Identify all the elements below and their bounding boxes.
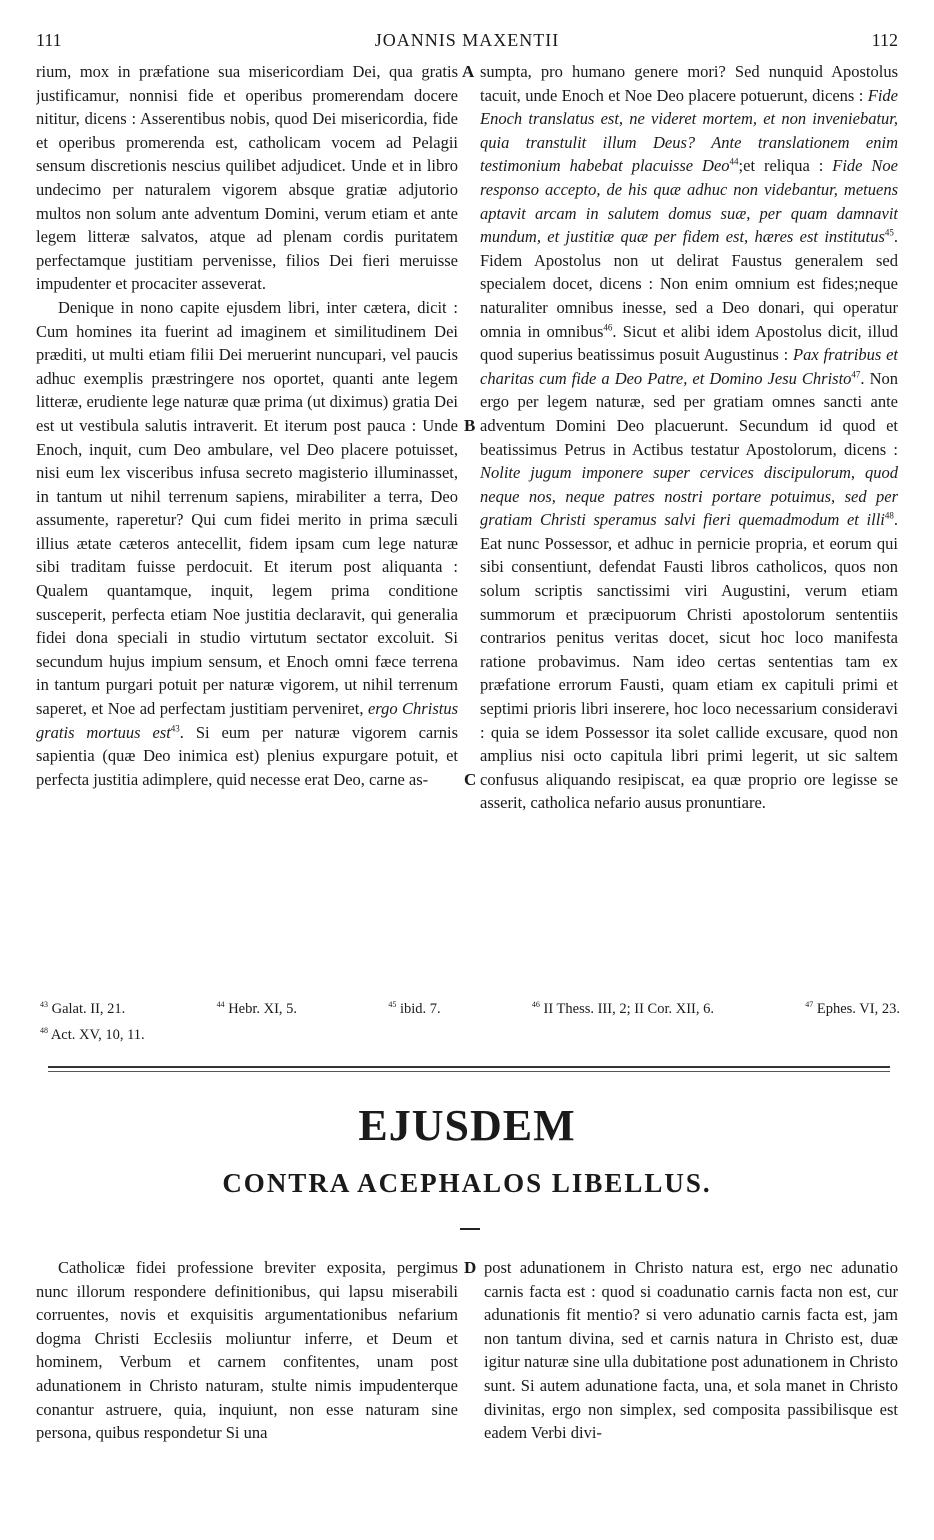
- margin-marker-d: D: [464, 1258, 477, 1277]
- column-bottom-right: [484, 1256, 898, 1506]
- footnote: $^{44}$ Hebr. XI, 5.: [216, 1000, 298, 1017]
- running-title: JOANNIS MAXENTII: [374, 30, 560, 50]
- paragraph: [480, 60, 898, 815]
- italic-quote: Pax fratribus et charitas cum fide a Deo Patre, et Domino Jesu Christo: [480, 345, 898, 388]
- text-run: . Eat nunc Possessor, et adhuc in pernicie propria, et eorum qui sibi consentiunt, defendat Fausti libros catholicos, quos non solum scriptis sanctissimi viri Augustini, verum etiam summorum et præcipuorum Christi apostolorum sententiis contrarios penitus veritas docet, sicut hoc loco manifesta ratione probavimus. Nam ideo certas sententias tam ex præfatione errorum Fausti, quam etiam ex capituli primi et septimi prioris libri inserere, hoc loco necessarium consideravi : quia se idem Possessor ita solet callide excusare, quod non amplius nisi octo capitula libri primi legerit, ut sic saltem confusus aliquando resipiscat, ea quæ proprio ore legisse se asserit, catholica nefario ausus pronuntiare.: [480, 510, 898, 813]
- footnote: $^{47}$ Ephes. VI, 23.: [805, 1000, 900, 1017]
- page-number-right: 112: [871, 30, 898, 50]
- italic-quote: Fide Noe responso accepto, de his quæ adhuc non videbantur, metuens aptavit arcam in salutem domus suæ, per quam damnavit mundum, et justitiæ quæ per fidem est, hæres est institutus: [480, 156, 898, 247]
- page-number-left: 111: [36, 30, 62, 50]
- paragraph: [36, 296, 458, 791]
- footnote-ref: 43: [170, 723, 180, 734]
- text-run: . Non ergo per legem naturæ, sed per gratiam omnes sancti ante adventum Domini Deo placuerunt. Secundum id quod et beatissimus Petrus in Actibus testatur Apostolorum, dicens :: [480, 368, 898, 459]
- text-run: ;et reliqua :: [738, 156, 833, 176]
- text-run: Denique in nono capite ejusdem libri, inter cætera, dicit : Cum homines ita fuerint ad imaginem et similitudinem Dei præditi, ut multi etiam filii Dei meruerint nuncupari, vel paucis adhuc exemplis præstringere nos oportet, quanti ante legem litteræ, erudiente lege naturæ quæ prima (ut diximus) gratia Dei est ut vestibula salutis intraverit. Et iterum post pauca : Unde Enoch, inquit, cum Deo ambulare, vel Deo placere potuisset, nisi eum lex visceribus infusa secreto magisterio illuminasset, in tantum ut nihil terrenum sapiens, mirabiliter a terra, Deo assumente, raperetur? Qui cum fidei merito in prima sæculi illius ætate cæteros antecellit, fidem ipsam cum lege naturæ sibi traditam fuisse perdocuit. Et iterum post aliquanta : Qualem quantamque, inquit, legem prima conditione susceperit, perfecta etiam Noe justitia declaravit, qui generalia fidei dona speciali in studio virtutum sectator excoluit. Si secundum hujus impium sensum, et Enoch omni fæce terrena in tantum purgari potuit per naturæ vigorem, ut nihil terrenum saperet, et Noe ad perfectam justitiam perveniret,: [36, 297, 458, 719]
- italic-quote: Nolite jugum imponere super cervices discipulorum, quod neque nos, neque patres nostri portare potuimus, sed per gratiam Christi speramus salvi fieri quemadmodum et illi: [480, 463, 898, 530]
- footnote: $^{46}$ II Thess. III, 2; II Cor. XII, 6.: [531, 1000, 714, 1017]
- paragraph: post adunationem in Christo natura est, ergo nec adunatio carnis facta est : quod si coadunatio carnis facta non est, cur adunationis fit mentio? si vero adunatio carnis facta est, jam non tantum divina, sed et carnis natura in Christo est, duæ igitur naturæ sine ulla dubitatione post adunationem in Christo sunt. Si autem adunatione facta, una, et sola manet in Christo divinitas, ergo non simplex, sed composita passibilisque est eadem Verbi divi-: [484, 1258, 898, 1443]
- section-divider-thin: [48, 1071, 890, 1072]
- footnotes-row: [40, 994, 900, 1020]
- footnote: $^{48}$ Act. XV, 10, 11.: [40, 1025, 145, 1043]
- italic-quote: Fide Enoch translatus est, ne videret mortem, et non inveniebatur, quia transtulit illum Deus? Ante translationem enim testimonium habebat placuisse Deo: [480, 85, 898, 176]
- text-run: . Sicut et alibi idem Apostolus dicit, illud quod superius beatissimus posuit Augustinus :: [480, 321, 898, 365]
- column-top-left: [36, 60, 458, 980]
- paragraph: Catholicæ fidei professione breviter exposita, pergimus nunc illorum respondere definitionibus, qui lapsu miserabili corruentes, novis et exquisitis argumentationibus nefarium dogma Christi Ecclesiis moliuntur inferre, et Deum et hominem, Verbum et carnem confitentes, unam post adunationem in Christo naturam, stulte nimis impudenterque conantur astruere, quia, inquiunt, non esse naturam sine persona, quibus respondetur Si una: [36, 1258, 458, 1443]
- section-subtitle: CONTRA ACEPHALOS LIBELLUS.: [222, 1168, 712, 1198]
- footnote-ref: 47: [851, 369, 861, 380]
- footnote-ref: 45: [884, 227, 894, 238]
- margin-marker-a: A: [462, 62, 475, 81]
- italic-quote: ergo Christus gratis mortuus est: [36, 699, 458, 742]
- title-dash: [460, 1228, 480, 1230]
- text-run: . Si eum per naturæ vigorem carnis sapientia (quæ Deo inimica est) plenius expurgare potuit, et perfecta justitia adimplere, quid necesse erat Deo, carne as-: [36, 722, 458, 789]
- footnote-ref: 44: [729, 156, 739, 167]
- column-top-right: [480, 60, 898, 980]
- footnotes-row: [40, 1020, 900, 1046]
- footnote-ref: 46: [603, 322, 613, 333]
- margin-marker-b: B: [464, 416, 476, 435]
- column-bottom-left: [36, 1256, 458, 1506]
- section-title: EJUSDEM: [358, 1101, 576, 1150]
- footnote: $^{43}$ Galat. II, 21.: [40, 1000, 126, 1017]
- footnote: $^{45}$ ibid. 7.: [388, 1000, 441, 1017]
- footnotes: [40, 994, 900, 1046]
- footnote-ref: 48: [884, 510, 894, 521]
- text-run: sumpta, pro humano genere mori? Sed nunquid Apostolus tacuit, unde Enoch et Noe Deo placere potuerunt, dicens :: [480, 62, 898, 105]
- section-divider: [48, 1066, 890, 1068]
- margin-marker-c: C: [464, 770, 477, 789]
- running-head: [36, 30, 898, 56]
- paragraph: rium, mox in præfatione sua misericordiam Dei, qua gratis justificamur, nonnisi fide et operibus promerendam docere nititur, dicens : Asserentibus nobis, quod Dei misericordia, fide et operibus promerenda est, catholicam vocem ad Pelagii sensum discretionis nescius quilibet adjudicet. Unde et in libro undecimo per naturalem vigorem absque gratiæ adjutorio multos non solum ante adventum Domini, verum etiam et ante legem litteræ salvatos, atque ad plenam cordis puritatem perfectamque justitiam pervenisse, filios Dei fieri meruisse impudenter et procaciter asseverat.: [36, 62, 458, 294]
- text-run: . Fidem Apostolus non ut delirat Faustus generalem sed specialem docet, dicens : Non enim omnium est fides;neque naturaliter omnibus inesse, sed a Deo donari, qui operatur omnia in omnibus: [480, 227, 898, 341]
